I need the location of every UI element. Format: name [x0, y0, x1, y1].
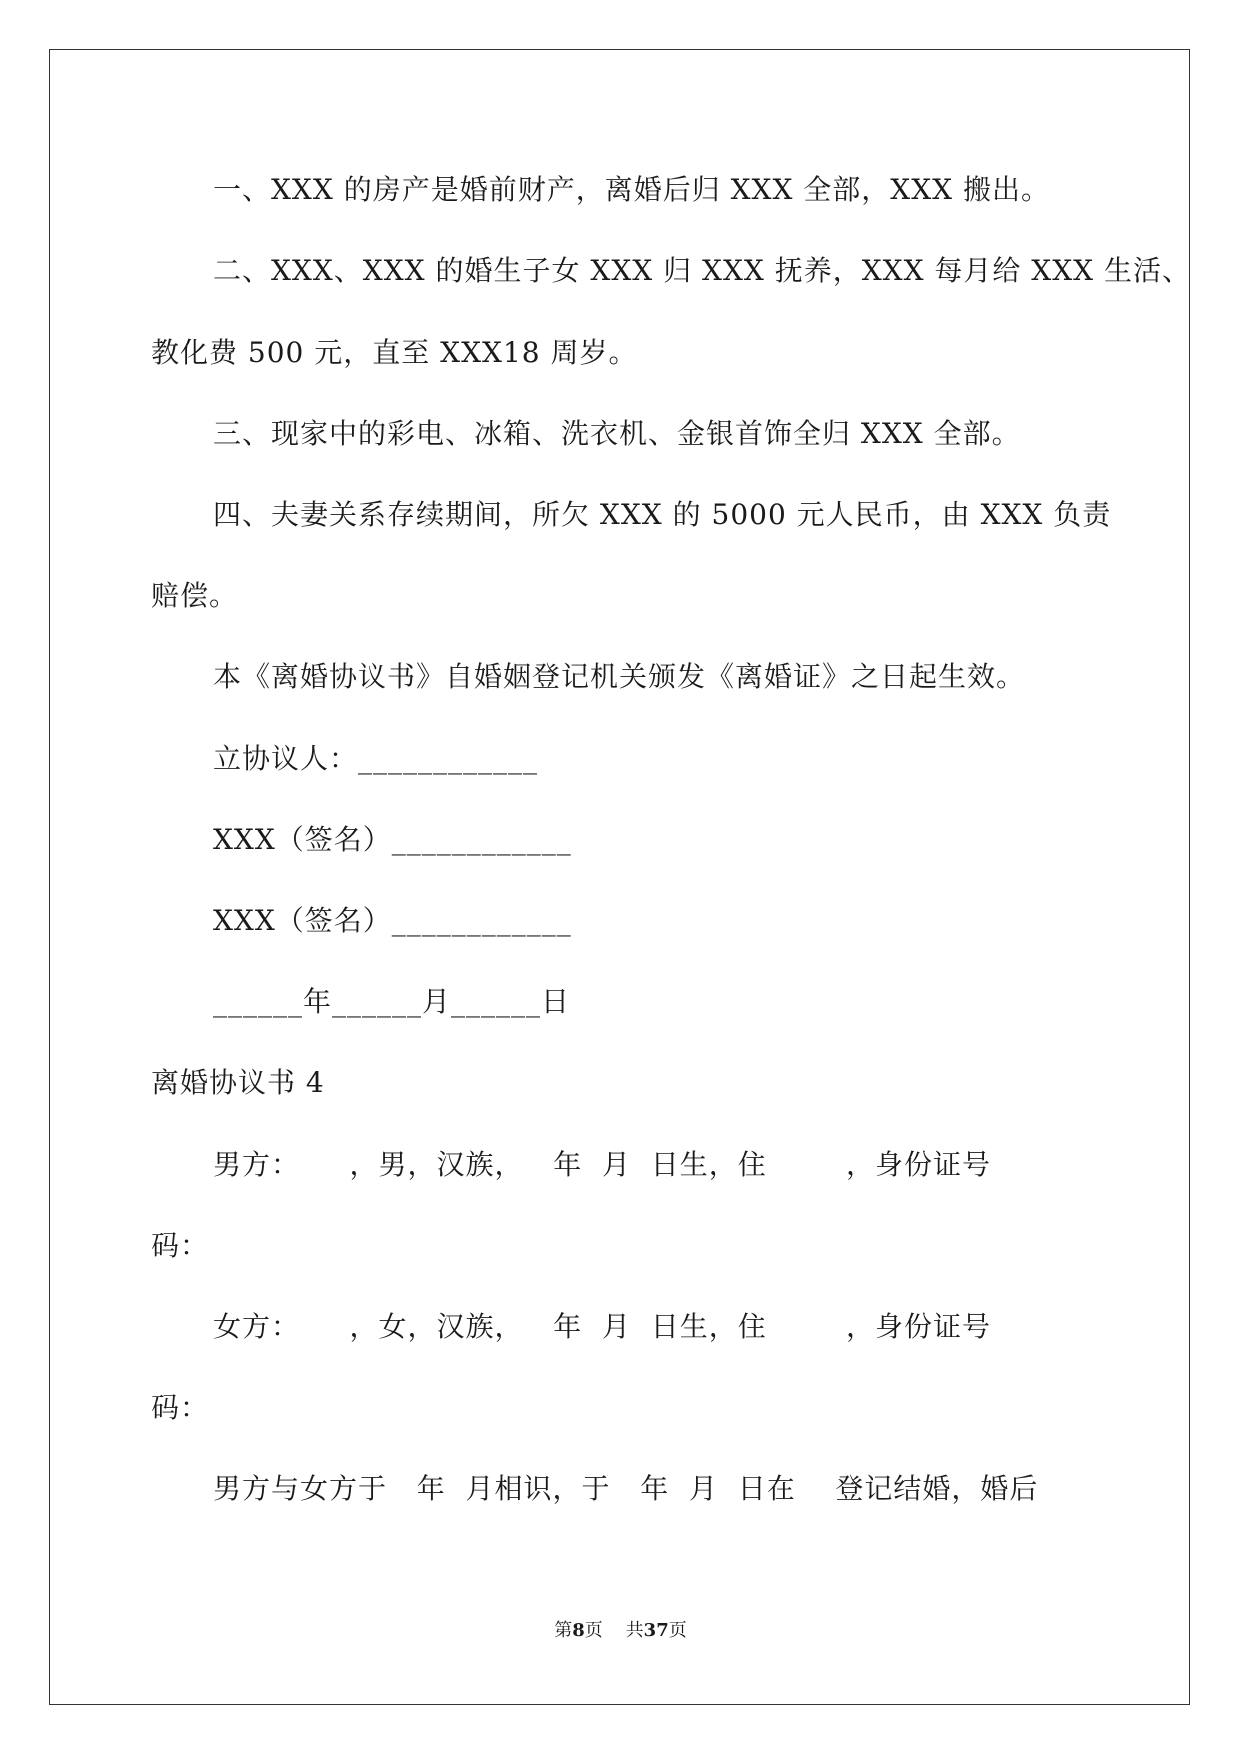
page-border [49, 49, 1190, 1705]
signatory-label: 立协议人：____________ [213, 742, 539, 775]
signature-line-2: XXX（签名）____________ [213, 904, 572, 937]
effective-clause: 本《离婚协议书》自婚姻登记机关颁发《离婚证》之日起生效。 [213, 660, 1026, 693]
footer-page-number: 8 [572, 1620, 585, 1641]
footer-suffix: 页 [668, 1620, 687, 1641]
marriage-history-line: 男方与女方于 年 月相识，于 年 月 日在 登记结婚，婚后 [213, 1472, 1039, 1505]
signature-line-1: XXX（签名）____________ [213, 823, 572, 856]
female-party-line-cont: 码： [151, 1391, 210, 1424]
date-line: ______年______月______日 [213, 985, 571, 1018]
footer-prefix: 第 [554, 1620, 573, 1641]
male-party-line: 男方： ，男，汉族， 年 月 日生，住 ，身份证号 [213, 1148, 992, 1181]
paragraph-4-cont: 赔偿。 [151, 579, 239, 612]
section-title: 离婚协议书 4 [151, 1066, 325, 1099]
female-party-line: 女方： ，女，汉族， 年 月 日生，住 ，身份证号 [213, 1310, 992, 1343]
paragraph-3: 三、现家中的彩电、冰箱、洗衣机、金银首饰全归 XXX 全部。 [213, 417, 1021, 450]
male-party-line-cont: 码： [151, 1229, 210, 1262]
paragraph-1: 一、XXX 的房产是婚前财产，离婚后归 XXX 全部，XXX 搬出。 [213, 173, 1051, 206]
paragraph-2-cont: 教化费 500 元，直至 XXX18 周岁。 [151, 336, 638, 369]
paragraph-2: 二、XXX、XXX 的婚生子女 XXX 归 XXX 抚养，XXX 每月给 XXX 生活、 [213, 254, 1192, 287]
paragraph-4: 四、夫妻关系存续期间，所欠 XXX 的 5000 元人民币，由 XXX 负责 [213, 498, 1112, 531]
page-footer [0, 1616, 1241, 1642]
footer-mid: 页 共 [584, 1620, 644, 1641]
footer-total-pages: 37 [643, 1620, 669, 1641]
